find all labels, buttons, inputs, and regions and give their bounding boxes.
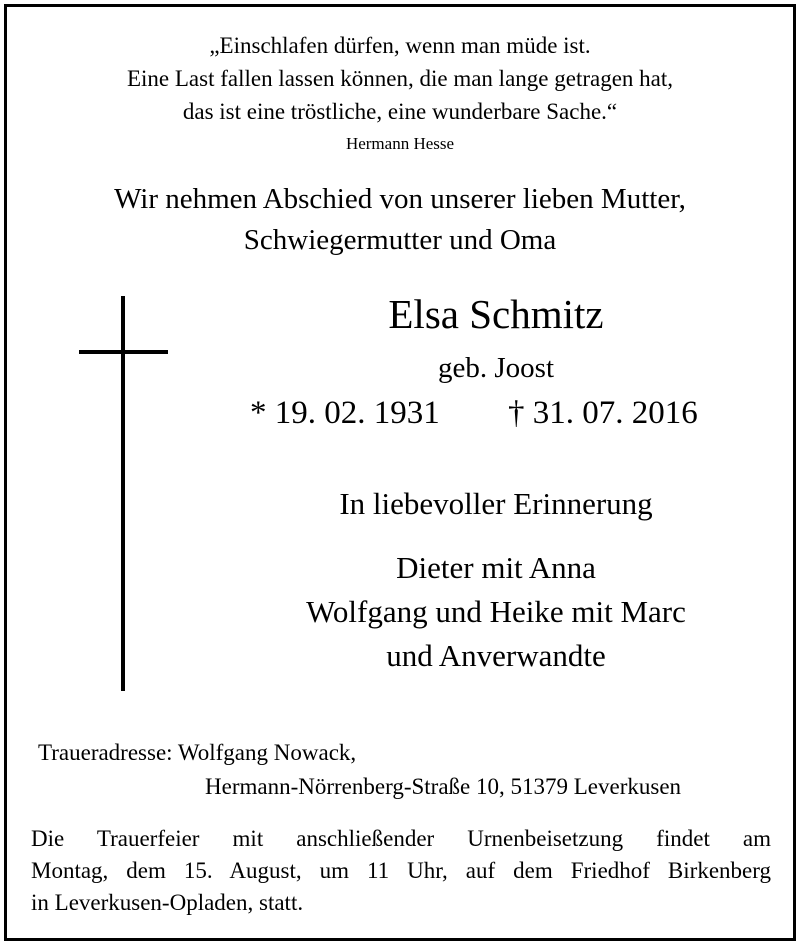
deceased-name: Elsa Schmitz xyxy=(388,291,604,337)
ceremony-notice xyxy=(31,823,771,919)
ceremony-line: Montag, dem 15. August, um 11 Uhr, auf dem Friedhof Birkenberg xyxy=(31,858,771,883)
maiden-name: geb. Joost xyxy=(438,352,554,384)
family-member: Wolfgang und Heike mit Marc xyxy=(306,594,686,629)
quote-line: „Einschlafen dürfen, wenn man müde ist. xyxy=(209,33,591,58)
ceremony-line: Die Trauerfeier mit anschließender Urnenbeisetzung findet am xyxy=(31,826,771,851)
farewell-text: Schwiegermutter und Oma xyxy=(243,224,557,256)
quote-line: das ist eine tröstliche, eine wunderbare Sache.“ xyxy=(182,99,618,124)
family-member: Dieter mit Anna xyxy=(396,550,596,585)
memorial-heading: In liebevoller Erinnerung xyxy=(339,486,653,521)
family-member: und Anverwandte xyxy=(386,638,606,673)
mourning-address-label: Traueradresse: Wolfgang Nowack, xyxy=(38,740,357,765)
mourning-address-street: Hermann-Nörrenberg-Straße 10, 51379 Leverkusen xyxy=(205,774,682,799)
quote-author: Hermann Hesse xyxy=(345,134,455,153)
ceremony-line: in Leverkusen-Opladen, statt. xyxy=(31,890,304,915)
farewell-text: Wir nehmen Abschied von unserer lieben Mutter, xyxy=(114,183,686,215)
birth-date: * 19. 02. 1931 xyxy=(250,395,440,431)
death-date: † 31. 07. 2016 xyxy=(508,395,698,431)
quote-line: Eine Last fallen lassen können, die man lange getragen hat, xyxy=(126,66,674,91)
